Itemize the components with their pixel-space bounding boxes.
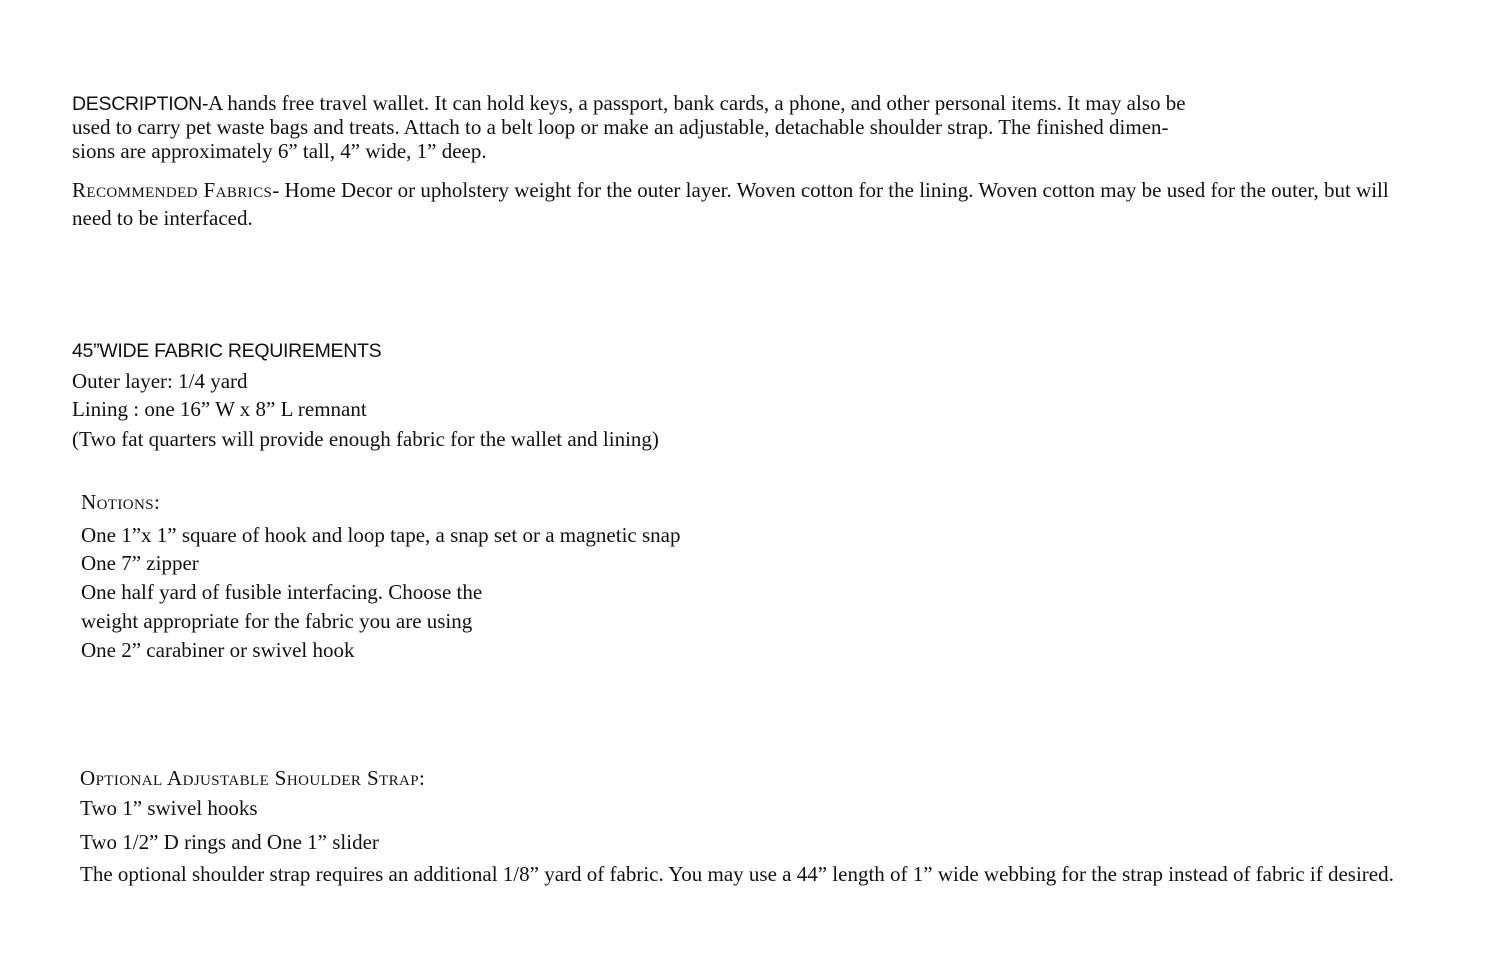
- notion-item: One 7” zipper: [81, 551, 199, 575]
- shoulder-strap-item: Two 1/2” D rings and One 1” slider: [80, 830, 379, 854]
- description-line-1: [72, 91, 1186, 116]
- notion-item: One 1”x 1” square of hook and loop tape, a snap set or a magnetic snap: [81, 523, 681, 547]
- fabric-requirements-heading: 45”WIDE FABRIC REQUIREMENTS: [72, 340, 382, 362]
- fabric-requirement-item: Lining : one 16” W x 8” L remnant: [72, 397, 367, 421]
- shoulder-strap-note: The optional shoulder strap requires an additional 1/8” yard of fabric. You may use a 44” length of 1” wide webbing for the strap instead of fabric if desired.: [80, 862, 1394, 886]
- recommended-fabrics-label: Recommended Fabrics: [72, 178, 273, 202]
- recommended-fabrics-paragraph: [72, 176, 1422, 232]
- notion-item: weight appropriate for the fabric you are using: [81, 609, 473, 633]
- description-label: DESCRIPTION-: [72, 93, 209, 115]
- shoulder-strap-item: Two 1” swivel hooks: [80, 796, 258, 820]
- notion-item: One half yard of fusible interfacing. Choose the: [81, 580, 483, 604]
- notion-item: One 2” carabiner or swivel hook: [81, 638, 355, 662]
- description-line-3: sions are approximately 6” tall, 4” wide, 1” deep.: [72, 139, 487, 163]
- fabric-requirement-item: Outer layer: 1/4 yard: [72, 369, 248, 393]
- description-line-2: used to carry pet waste bags and treats. Attach to a belt loop or make an adjustable, detachable shoulder strap. The finished dimen-: [72, 115, 1169, 139]
- notions-heading: Notions:: [81, 490, 161, 514]
- shoulder-strap-heading: Optional Adjustable Shoulder Strap:: [80, 766, 426, 790]
- description-text-1: A hands free travel wallet. It can hold keys, a passport, bank cards, a phone, and other personal items. It may also be: [208, 91, 1186, 115]
- fabric-requirement-item: (Two fat quarters will provide enough fabric for the wallet and lining): [72, 427, 659, 451]
- recommended-fabrics-text: - Home Decor or upholstery weight for the outer layer. Woven cotton for the lining. Woven cotton may be used for the outer, but will need to be interfaced.: [72, 178, 1389, 230]
